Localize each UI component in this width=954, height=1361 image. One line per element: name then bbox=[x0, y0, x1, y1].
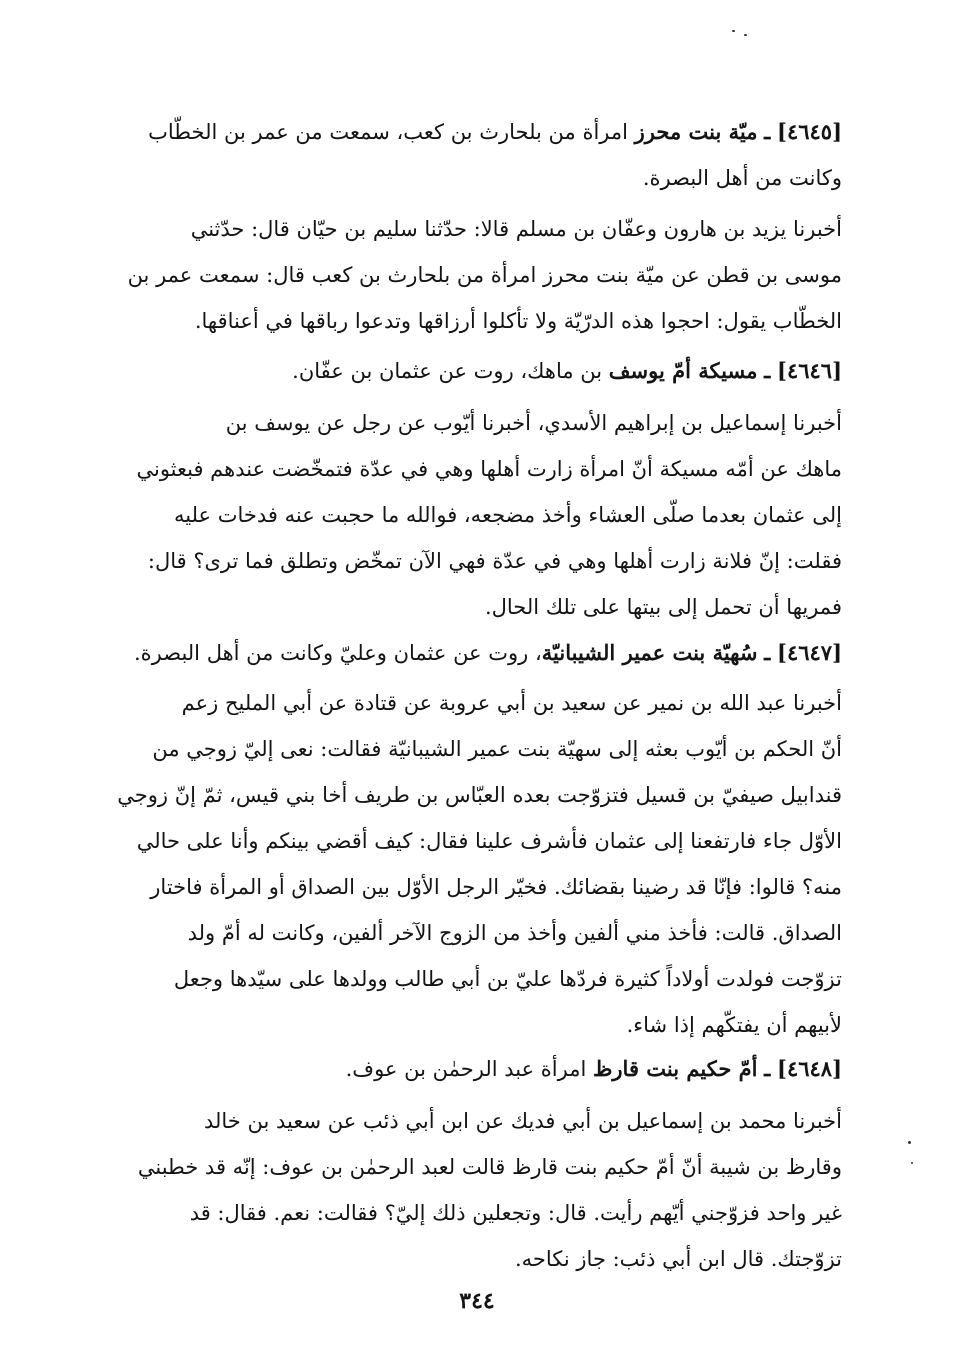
body-line: فقلت: إنّ فلانة زارت أهلها وهي في عدّة فهي الآن تمخّض وتطلق فما ترى؟ قال: bbox=[147, 549, 842, 573]
body-line: تزوّجت فولدت أولاداً كثيرة فردّها عليّ بن أبي طالب وولدها على سيّدها وجعل bbox=[173, 967, 842, 991]
heading-text: ، روت عن عثمان وعليّ وكانت من أهل البصرة. bbox=[133, 641, 542, 665]
entry-name: سُهيّة بنت عمير الشيبانيّة bbox=[541, 640, 758, 665]
body-line: لأبيهم أن يفتكّهم إذا شاء. bbox=[626, 1013, 842, 1037]
body-line: قندابيل صيفيّ بن قسيل فتزوّجت بعده العبّاس بن طريف أخا بني قيس، ثمّ إنّ زوجي bbox=[117, 783, 842, 807]
body-line: الصداق. قالت: فأخذ مني ألفين وأخذ من الزوج الآخر ألفين، وكانت له أمّ ولد bbox=[187, 921, 842, 945]
heading-text: امرأة من بلحارث بن كعب، سمعت من عمر بن الخطّاب bbox=[148, 120, 628, 144]
entry-4645-body bbox=[96, 206, 842, 344]
entry-number: [٤٦٤٥] bbox=[777, 119, 842, 144]
body-line: أخبرنا إسماعيل بن إبراهيم الأسدي، أخبرنا أيّوب عن رجل عن يوسف بن bbox=[225, 411, 842, 435]
scan-speck bbox=[911, 1162, 913, 1164]
body-line: أخبرنا محمد بن إسماعيل بن أبي فديك عن ابن أبي ذئب عن سعيد بن خالد bbox=[203, 1109, 842, 1133]
entry-4648-body bbox=[96, 1098, 842, 1282]
scan-speck bbox=[908, 1141, 911, 1144]
entry-number: [٤٦٤٨] bbox=[777, 1056, 842, 1081]
body-line: تزوّجتك. قال ابن أبي ذئب: جاز نكاحه. bbox=[514, 1247, 842, 1271]
entry-number: [٤٦٤٧] bbox=[777, 640, 842, 665]
page-number: ٣٤٤ bbox=[459, 1288, 495, 1314]
entry-name: مسيكة أمّ يوسف bbox=[608, 358, 758, 383]
separator: ـ bbox=[764, 358, 771, 383]
scan-speck bbox=[744, 34, 747, 36]
entry-4646-heading bbox=[96, 348, 842, 394]
entry-number: [٤٦٤٦] bbox=[777, 358, 842, 383]
body-line: منه؟ قالوا: فإنّا قد رضينا بقضائك. فخيّر الرجل الأوّل بين الصداق أو المرأة فاختار bbox=[150, 875, 842, 899]
body-line: غير واحد فزوّجني أيّهم رأيت. قال: وتجعلين ذلك إليّ؟ فقالت: نعم. فقال: قد bbox=[189, 1201, 842, 1225]
separator: ـ bbox=[764, 1056, 771, 1081]
separator: ـ bbox=[764, 640, 771, 665]
body-line: أنّ الحكم بن أيّوب بعثه إلى سهيّة بنت عمير الشيبانيّة فقالت: نعى إليّ زوجي من bbox=[152, 737, 842, 761]
body-line: موسى بن قطن عن ميّة بنت محرز امرأة من بلحارث بن كعب قال: سمعت عمر بن bbox=[127, 263, 842, 287]
body-line: فمريها أن تحمل إلى بيتها على تلك الحال. bbox=[484, 595, 842, 619]
body-line: أخبرنا عبد الله بن نمير عن سعيد بن أبي عروبة عن قتادة عن أبي المليح زعم bbox=[181, 691, 842, 715]
scan-speck bbox=[732, 30, 735, 32]
body-line: أخبرنا يزيد بن هارون وعفّان بن مسلم قالا: حدّثنا سليم بن حيّان قال: حدّثني bbox=[190, 217, 842, 241]
separator: ـ bbox=[764, 119, 771, 144]
body-line: ماهك عن أمّه مسيكة أنّ امرأة زارت أهلها وهي في عدّة فتمخّضت عندهم فبعثوني bbox=[136, 457, 842, 481]
entry-name: ميّة بنت محرز bbox=[634, 119, 758, 144]
entry-4648-heading bbox=[96, 1046, 842, 1092]
body-line: إلى عثمان بعدما صلّى العشاء وأخذ مضجعه، فوالله ما حجبت عنه فدخات عليه bbox=[173, 503, 842, 527]
entry-4647-heading bbox=[96, 630, 842, 676]
entry-name: أمّ حكيم بنت قارظ bbox=[593, 1056, 758, 1081]
heading-text-line2: وكانت من أهل البصرة. bbox=[642, 166, 842, 190]
body-line: الأوّل جاء فارتفعنا إلى عثمان فأشرف علينا فقال: كيف أقضي بينكم وأنا على حالي bbox=[136, 829, 842, 853]
entry-4646-body bbox=[96, 400, 842, 630]
entry-4647-body bbox=[96, 680, 842, 1048]
body-line: وقارظ بن شيبة أنّ أمّ حكيم بنت قارظ قالت لعبد الرحمٰن بن عوف: إنّه قد خطبني bbox=[137, 1155, 842, 1179]
body-line: الخطّاب يقول: احجوا هذه الدرّيّة ولا تأكلوا أرزاقها وتدعوا رباقها في أعناقها. bbox=[194, 309, 842, 333]
entry-4645-heading bbox=[96, 109, 842, 201]
heading-text: بن ماهك، روت عن عثمان بن عفّان. bbox=[292, 359, 603, 383]
heading-text: امرأة عبد الرحمٰن بن عوف. bbox=[345, 1057, 587, 1081]
